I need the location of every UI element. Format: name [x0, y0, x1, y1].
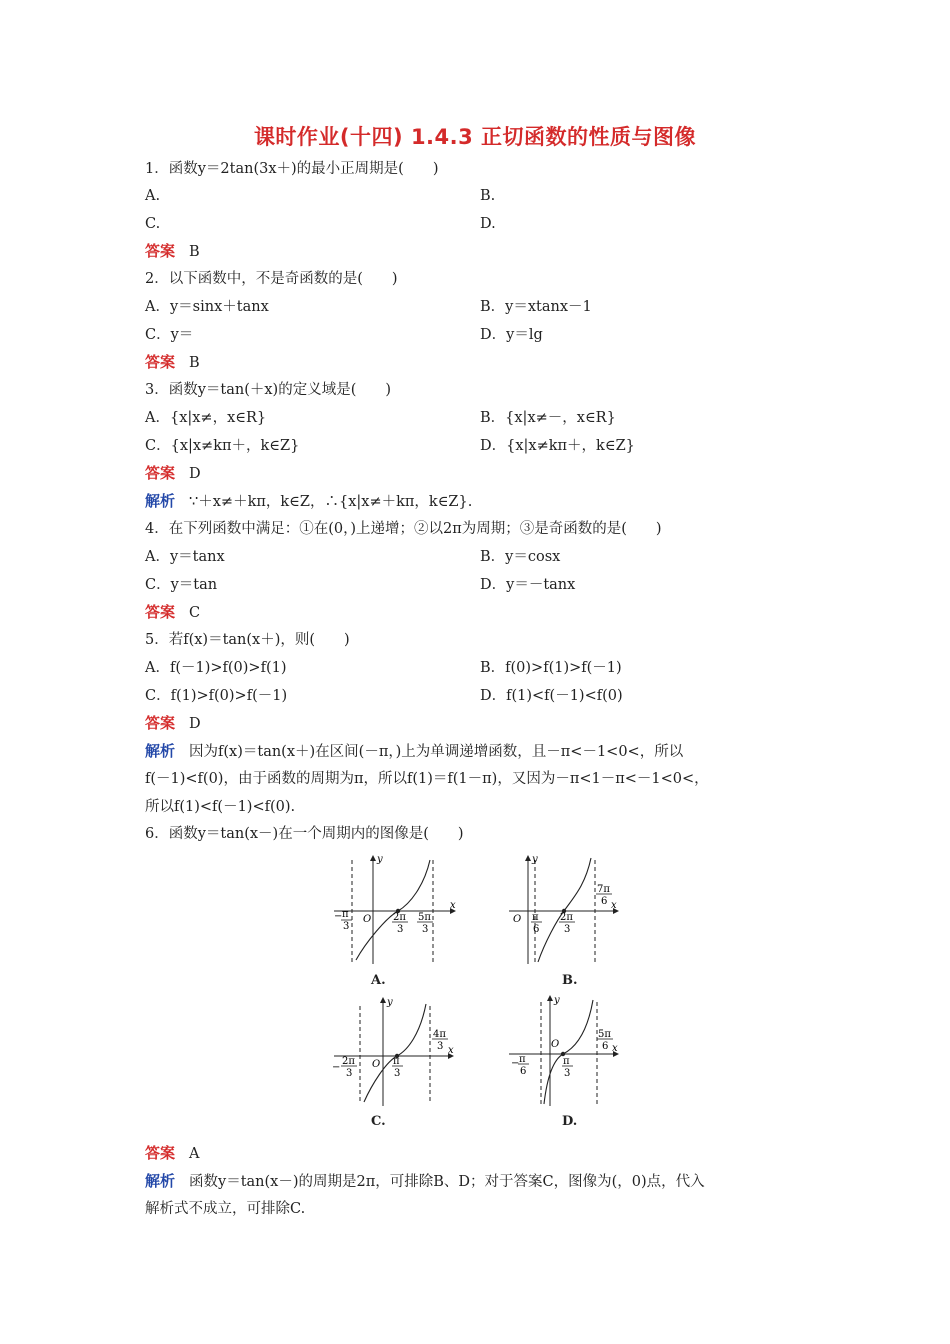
fig-d-x-label: x: [612, 1043, 618, 1054]
fig-c-neg-num: 2π: [342, 1056, 355, 1067]
fig-a-label-1-num: 2π: [393, 912, 406, 923]
question-3-stem: 3．函数y＝tan(＋x)的定义域是( ): [145, 382, 392, 398]
fig-b-label-2-den: 6: [601, 896, 608, 907]
q3-option-d: D．{x|x≠kπ＋，k∈Z}: [480, 438, 635, 454]
fig-d-label-2-den: 6: [602, 1041, 609, 1052]
fig-c-label-2-den: 3: [437, 1041, 444, 1052]
fig-c-label-1-den: 3: [394, 1068, 401, 1079]
q3-answer-value: D: [189, 466, 201, 482]
fig-b-origin-label: O: [513, 914, 522, 925]
fig-d-label-1-den: 3: [564, 1068, 571, 1079]
q3-option-a: A．{x|x≠，x∈R}: [145, 410, 267, 426]
fig-a-y-label: y: [377, 854, 383, 865]
fig-a-label-2-num: 5π: [418, 912, 431, 923]
q5-answer: [145, 714, 201, 733]
q5-answer-value: D: [189, 716, 201, 732]
q3-option-c: C．{x|x≠kπ＋，k∈Z}: [145, 438, 300, 454]
fig-c-origin-label: O: [372, 1059, 381, 1070]
q4-option-b: B．y＝cosx: [480, 549, 561, 565]
q5-explanation-line-1: [145, 742, 683, 761]
q5-option-a: A．f(－1)>f(0)>f(1): [145, 660, 287, 676]
q2-answer-value: B: [189, 355, 200, 371]
q5-explanation-text-1: 因为f(x)＝tan(x＋)在区间(－π，)上为单调递增函数，且－π<－1<0<，所以: [189, 744, 684, 760]
q6-answer: [145, 1144, 200, 1163]
q1-option-a: A.: [145, 188, 161, 204]
fig-a-label-1-den: 3: [397, 924, 404, 935]
answer-label: 答案: [145, 714, 176, 732]
figure-c-caption: C.: [371, 1114, 386, 1129]
figure-option-c: [330, 992, 460, 1110]
svg-text:−: −: [334, 911, 343, 922]
question-6-stem: 6．函数y＝tan(x－)在一个周期内的图像是( ): [145, 826, 464, 842]
figure-a-caption: A.: [371, 973, 386, 988]
figure-b-caption: B.: [562, 973, 578, 988]
q1-option-b: B.: [480, 188, 496, 204]
svg-text:−: −: [332, 1062, 341, 1073]
explain-label: 解析: [145, 742, 176, 760]
figure-d-caption: D.: [562, 1114, 578, 1129]
fig-b-label-1-den: 3: [564, 924, 571, 935]
q1-option-c: C.: [145, 216, 161, 232]
fig-a-neg-den: 3: [343, 921, 350, 932]
q2-option-b: B．y＝xtanx－1: [480, 299, 592, 315]
page-title: 课时作业(十四) 1.4.3 正切函数的性质与图像: [253, 125, 697, 149]
q2-answer: [145, 353, 200, 372]
answer-label: 答案: [145, 1144, 176, 1162]
q1-option-d: D.: [480, 216, 496, 232]
q6-explanation-line-2: 解析式不成立，可排除C.: [145, 1201, 306, 1217]
q2-option-a: A．y＝sinx＋tanx: [145, 299, 269, 315]
q3-explanation-text: ∵＋x≠＋kπ，k∈Z，∴{x|x≠＋kπ，k∈Z}.: [189, 494, 473, 510]
answer-label: 答案: [145, 603, 176, 621]
q6-explanation-text-1: 函数y＝tan(x－)的周期是2π，可排除B、D；对于答案C，图像为(，0)点，代入: [189, 1174, 705, 1190]
q4-option-d: D．y＝－tanx: [480, 577, 576, 593]
q1-answer: [145, 242, 200, 261]
fig-c-x-label: x: [448, 1045, 454, 1056]
explain-label: 解析: [145, 1172, 176, 1190]
fig-c-y-label: y: [387, 997, 393, 1008]
fig-d-label-2-num: 5π: [598, 1029, 611, 1040]
figure-option-a: [330, 850, 460, 968]
q4-option-a: A．y＝tanx: [145, 549, 225, 565]
fig-b-neg-den: 6: [533, 924, 540, 935]
q5-explanation-line-3: 所以f(1)<f(－1)<f(0).: [145, 799, 296, 815]
question-2-stem: 2．以下函数中，不是奇函数的是( ): [145, 271, 398, 287]
answer-label: 答案: [145, 353, 176, 371]
fig-c-neg-den: 3: [346, 1068, 353, 1079]
question-4-stem: 4．在下列函数中满足：①在(0，)上递增；②以2π为周期；③是奇函数的是( ): [145, 521, 662, 537]
svg-text:−: −: [511, 1058, 520, 1069]
answer-label: 答案: [145, 242, 176, 260]
q4-answer: [145, 603, 200, 622]
explain-label: 解析: [145, 492, 176, 510]
fig-b-y-label: y: [532, 854, 538, 865]
fig-a-x-label: x: [450, 900, 456, 911]
fig-a-origin-label: O: [363, 914, 372, 925]
figure-option-b: [505, 850, 625, 968]
q5-option-b: B．f(0)>f(1)>f(－1): [480, 660, 622, 676]
q5-explanation-line-2: f(－1)<f(0)，由于函数的周期为π，所以f(1)＝f(1－π)，又因为－π<1－π<－1<0<，: [145, 771, 709, 787]
question-5-stem: 5．若f(x)＝tan(x＋)，则( ): [145, 632, 350, 648]
q2-option-d: D．y＝lg: [480, 327, 543, 343]
fig-d-y-label: y: [554, 995, 560, 1006]
fig-b-label-2-num: 7π: [597, 884, 610, 895]
q5-option-c: C．f(1)>f(0)>f(－1): [145, 688, 288, 704]
q5-option-d: D．f(1)<f(－1)<f(0): [480, 688, 623, 704]
q2-option-c: C．y＝: [145, 327, 194, 343]
fig-d-neg-num: π: [519, 1054, 526, 1065]
fig-a-neg-num: π: [342, 909, 349, 920]
q6-explanation-line-1: [145, 1172, 705, 1191]
fig-c-label-2-num: 4π: [433, 1029, 446, 1040]
fig-d-label-1-num: π: [563, 1056, 570, 1067]
fig-c-label-1-num: π: [393, 1056, 400, 1067]
q4-answer-value: C: [189, 605, 201, 621]
fig-d-origin-label: O: [551, 1039, 560, 1050]
q4-option-c: C．y＝tan: [145, 577, 218, 593]
q3-explanation: [145, 492, 472, 511]
question-1-stem: 1．函数y＝2tan(3x＋)的最小正周期是( ): [145, 161, 439, 177]
q1-answer-value: B: [189, 244, 200, 260]
q3-answer: [145, 464, 201, 483]
fig-b-neg-num: π: [532, 912, 539, 923]
fig-d-neg-den: 6: [520, 1066, 527, 1077]
figure-option-d: [505, 992, 625, 1110]
q6-answer-value: A: [189, 1146, 200, 1162]
fig-b-x-label: x: [611, 900, 617, 911]
fig-b-label-1-num: 2π: [560, 912, 573, 923]
answer-label: 答案: [145, 464, 176, 482]
fig-a-label-2-den: 3: [422, 924, 429, 935]
q3-option-b: B．{x|x≠－，x∈R}: [480, 410, 616, 426]
